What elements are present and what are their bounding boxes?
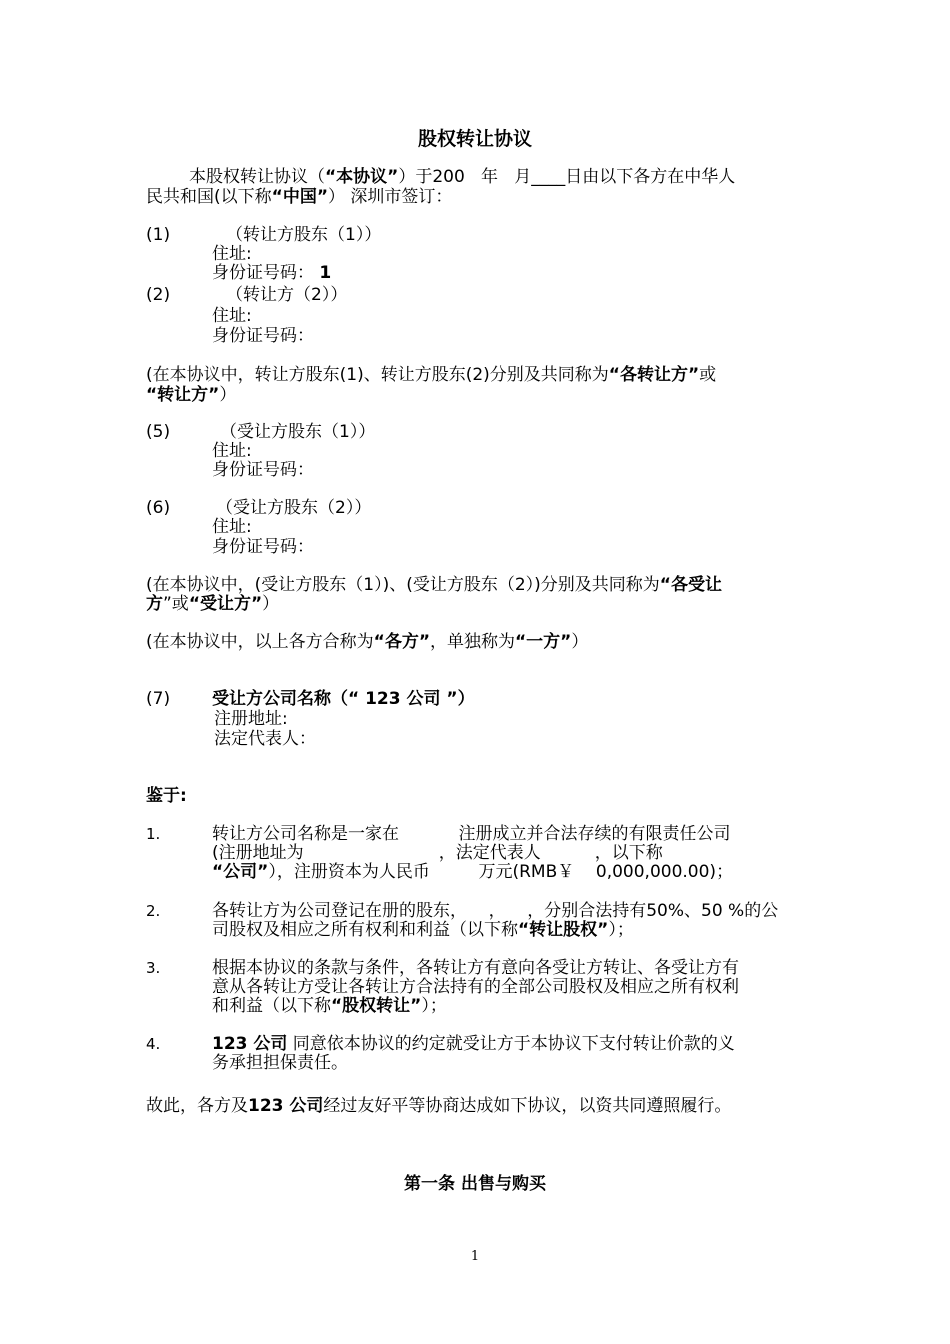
all-parties-definition: (在本协议中，以上各方合称为“各方”，单独称为“一方”） [146, 632, 589, 652]
party-6-name: （受让方股东（2）） [216, 498, 372, 518]
party-2-address: 住址: [212, 306, 252, 326]
party-2-id: 身份证号码： [212, 326, 314, 346]
party-5-address: 住址: [212, 441, 252, 461]
party-1-name: （转让方股东（1）） [226, 225, 382, 245]
party-7-name: 受让方公司名称（“ 123 公司 ”） [212, 689, 475, 709]
closing-statement: 故此，各方及123 公司经过友好平等协商达成如下协议，以资共同遵照履行。 [146, 1096, 732, 1116]
whereas-item-3-line-2: 意从各转让方受让各转让方合法持有的全部公司股权及相应之所有权利 [212, 977, 739, 997]
article-1-heading: 第一条 出售与购买 [404, 1174, 546, 1194]
whereas-item-3-number: 3. [146, 959, 161, 977]
party-2-number: (2) [146, 285, 171, 305]
whereas-heading: 鉴于: [146, 786, 187, 806]
whereas-item-4-number: 4. [146, 1035, 161, 1053]
transferee-definition-line-1: (在本协议中，(受让方股东（1）)、(受让方股东（2）)分别及共同称为“各受让 [146, 575, 722, 595]
party-1-address: 住址: [212, 244, 252, 264]
whereas-item-3-line-1: 根据本协议的条款与条件，各转让方有意向各受让方转让、各受让方有 [212, 958, 739, 978]
party-5-name: （受让方股东（1）） [220, 422, 376, 442]
transferee-definition-line-2: 方”或“受让方”） [146, 594, 280, 614]
whereas-item-1-line-3: “公司”），注册资本为人民币 万元(RMB￥ 0,000,000.00)； [212, 862, 734, 882]
whereas-item-1-line-1: 转让方公司名称是一家在 注册成立并合法存续的有限责任公司 [212, 824, 731, 844]
whereas-item-2-line-1: 各转让方为公司登记在册的股东， ， ，分别合法持有50%、50 %的公 [212, 901, 779, 921]
party-6-address: 住址: [212, 517, 252, 537]
party-7-registered-address: 注册地址: [214, 709, 288, 729]
party-1-id: 身份证号码： 1 [212, 263, 332, 283]
transferor-definition-line-2: “转让方”） [146, 385, 237, 405]
transferor-definition-line-1: (在本协议中，转让方股东(1)、转让方股东(2)分别及共同称为“各转让方”或 [146, 365, 717, 385]
intro-line-1: 本股权转让协议（“本协议”）于200 年 月____日由以下各方在中华人 [189, 167, 736, 187]
document-title: 股权转让协议 [417, 128, 532, 150]
intro-line-2: 民共和国(以下称“中国”） 深圳市签订： [146, 187, 453, 207]
party-6-id: 身份证号码： [212, 537, 314, 557]
whereas-item-3-line-3: 和利益（以下称“股权转让”）； [212, 996, 447, 1016]
party-5-number: (5) [146, 422, 171, 442]
whereas-item-2-line-2: 司股权及相应之所有权利和利益（以下称“转让股权”）； [212, 920, 634, 940]
whereas-item-1-number: 1. [146, 825, 161, 843]
whereas-item-2-number: 2. [146, 902, 161, 920]
party-5-id: 身份证号码： [212, 460, 314, 480]
whereas-item-1-line-2: (注册地址为 ，法定代表人 ，以下称 [212, 843, 663, 863]
party-7-number: (7) [146, 689, 171, 709]
party-2-name: （转让方（2）） [226, 285, 348, 305]
page-number: 1 [470, 1249, 480, 1264]
party-6-number: (6) [146, 498, 171, 518]
whereas-item-4-line-2: 务承担担保责任。 [212, 1053, 348, 1073]
whereas-item-4-line-1: 123 公司 同意依本协议的约定就受让方于本协议下支付转让价款的义 [212, 1034, 735, 1054]
party-1-number: (1) [146, 225, 171, 245]
party-7-legal-representative: 法定代表人： [214, 729, 316, 749]
